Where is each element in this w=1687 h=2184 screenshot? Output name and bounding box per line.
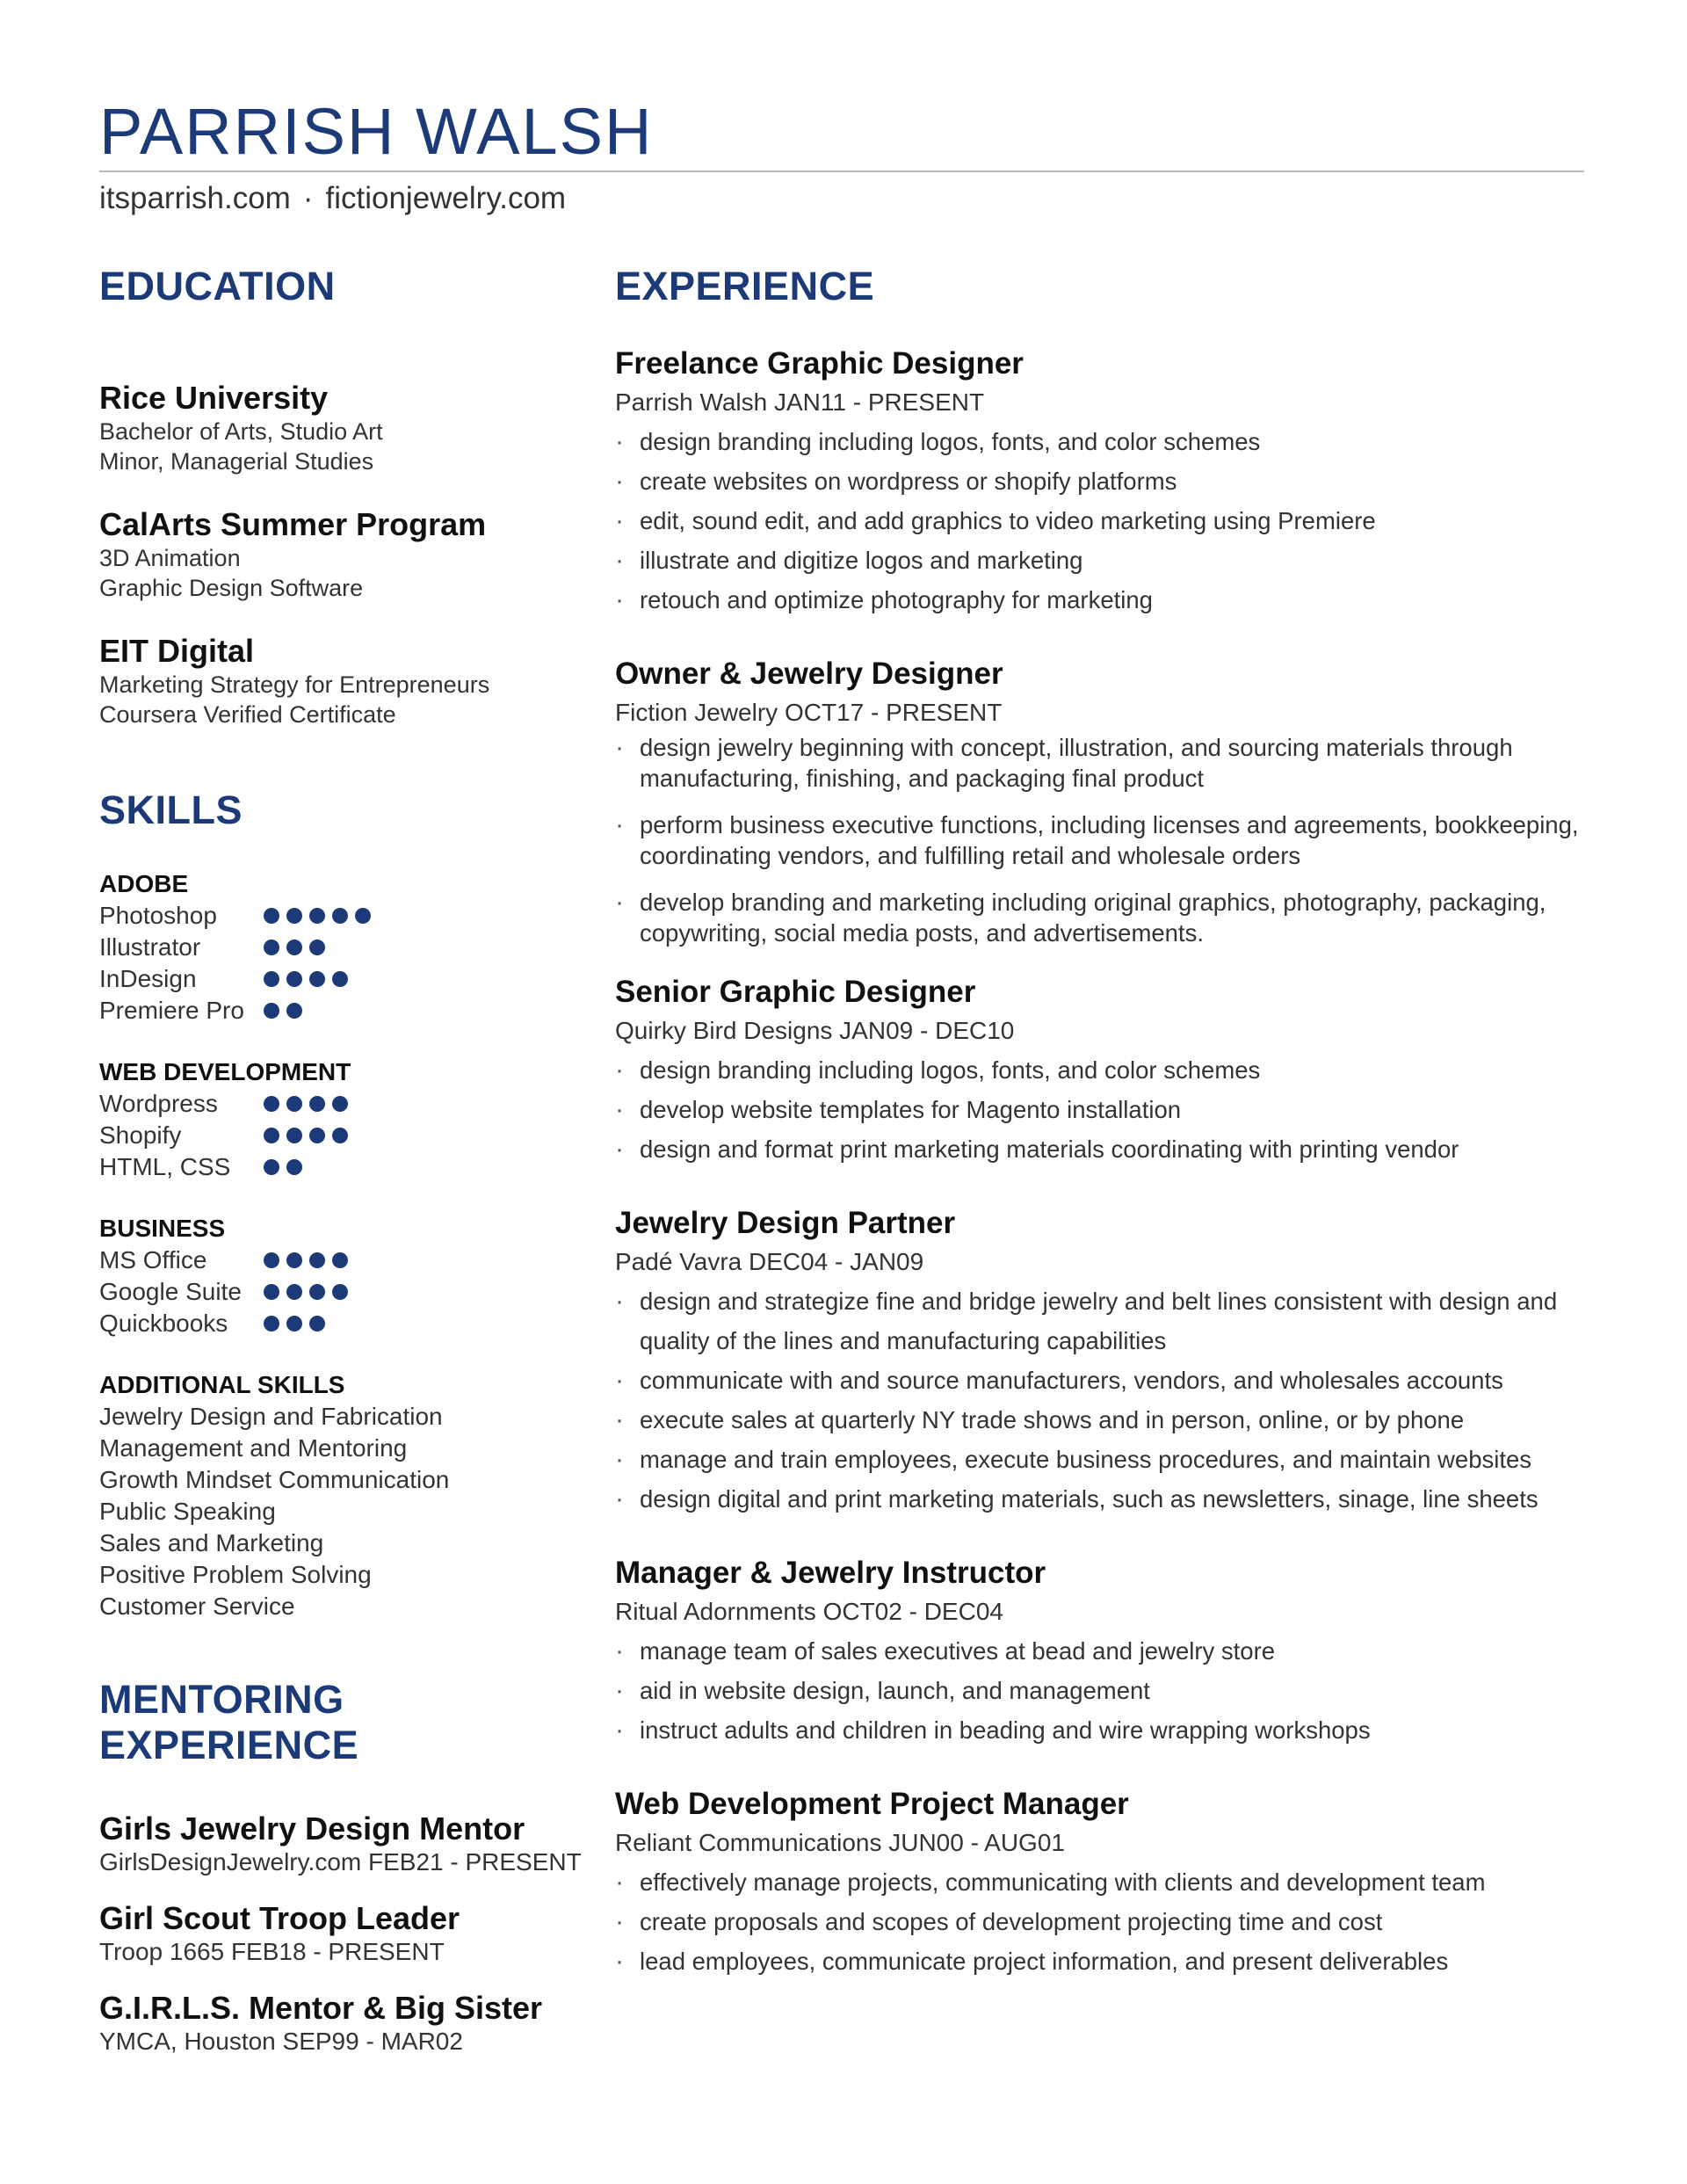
job-company-dates: Ritual Adornments OCT02 - DEC04 <box>615 1598 1003 1625</box>
job-entry <box>615 655 1590 948</box>
skill-label: Photoshop <box>99 902 217 929</box>
skill-row <box>99 1308 591 1339</box>
rating-dot <box>286 971 302 987</box>
rating-dot <box>286 908 302 924</box>
mentor-entry <box>99 1990 591 2057</box>
job-bullets <box>615 1631 1590 1750</box>
rating-dot <box>264 1128 279 1143</box>
rating-dot <box>264 940 279 955</box>
skill-row <box>99 1120 591 1151</box>
job-entry <box>615 1785 1590 1981</box>
job-company-dates: Reliant Communications JUN00 - AUG01 <box>615 1829 1065 1856</box>
skill-rating <box>264 908 371 924</box>
skills-title: SKILLS <box>99 787 243 832</box>
experience-title: EXPERIENCE <box>615 264 875 308</box>
school-name: EIT Digital <box>99 633 255 669</box>
rating-dot <box>309 1316 325 1331</box>
job-bullet: · perform business executive functions, including licenses and agreements, bookkeeping, coordinating vendors, and fulfilling retail and wholesale orders <box>615 809 1590 871</box>
rating-dot <box>309 908 325 924</box>
education-detail: Graphic Design Software <box>99 575 364 601</box>
job-bullet: · edit, sound edit, and add graphics to video marketing using Premiere <box>615 501 1590 541</box>
rating-dot <box>264 1096 279 1112</box>
skill-row <box>99 1151 591 1183</box>
rating-dot <box>332 908 348 924</box>
education-detail: Marketing Strategy for Entrepreneurs <box>99 671 490 698</box>
site-link-personal[interactable]: itsparrish.com <box>99 181 291 215</box>
job-title: Web Development Project Manager <box>615 1787 1129 1821</box>
job-bullet: · create websites on wordpress or shopify platforms <box>615 461 1590 501</box>
education-entry <box>99 380 591 476</box>
rating-dot <box>355 908 371 924</box>
rating-dot <box>286 1128 302 1143</box>
education-entry <box>99 506 591 603</box>
skill-rating <box>264 1316 325 1331</box>
skill-row <box>99 1088 591 1120</box>
additional-skill: Growth Mindset Communication <box>99 1466 450 1493</box>
school-name: Rice University <box>99 380 329 416</box>
skill-label: Quickbooks <box>99 1310 228 1337</box>
rating-dot <box>332 971 348 987</box>
skill-row <box>99 963 591 995</box>
skill-rating <box>264 1284 348 1300</box>
job-bullet: · effectively manage projects, communicating with clients and development team <box>615 1862 1590 1902</box>
skill-rating <box>264 1159 302 1175</box>
skill-group-heading: WEB DEVELOPMENT <box>99 1058 351 1085</box>
skill-group-heading: ADOBE <box>99 870 189 897</box>
mentor-detail: GirlsDesignJewelry.com FEB21 - PRESENT <box>99 1848 582 1876</box>
mentor-detail: YMCA, Houston SEP99 - MAR02 <box>99 2028 463 2055</box>
job-company-dates: Fiction Jewelry OCT17 - PRESENT <box>615 699 1003 726</box>
mentor-entry <box>99 1810 591 1877</box>
skill-label: Illustrator <box>99 933 201 961</box>
job-bullet: · design digital and print marketing materials, such as newsletters, sinage, line sheets <box>615 1479 1590 1519</box>
job-bullet: · illustrate and digitize logos and marketing <box>615 541 1590 580</box>
additional-skill: Public Speaking <box>99 1498 276 1525</box>
skill-row <box>99 1244 591 1276</box>
job-bullet: · execute sales at quarterly NY trade shows and in person, online, or by phone <box>615 1400 1590 1440</box>
rating-dot <box>264 1316 279 1331</box>
skill-group-business <box>99 1213 591 1339</box>
rating-dot <box>309 1252 325 1268</box>
skill-row <box>99 900 591 932</box>
right-column <box>615 264 1590 1981</box>
skill-row <box>99 932 591 963</box>
job-title: Senior Graphic Designer <box>615 975 976 1009</box>
rating-dot <box>264 1003 279 1019</box>
skill-row <box>99 995 591 1027</box>
rating-dot <box>264 1252 279 1268</box>
skill-rating <box>264 1096 348 1112</box>
skill-rating <box>264 1252 348 1268</box>
skill-group-web-development <box>99 1056 591 1183</box>
header-divider <box>99 171 1584 172</box>
resume-name: PARRISH WALSH <box>99 95 654 168</box>
skill-rating <box>264 971 348 987</box>
job-bullet: · lead employees, communicate project information, and present deliverables <box>615 1941 1590 1981</box>
rating-dot <box>309 1128 325 1143</box>
job-bullet: · design branding including logos, fonts, and color schemes <box>615 1050 1590 1090</box>
education-section <box>99 264 591 729</box>
skill-label: InDesign <box>99 965 197 992</box>
rating-dot <box>286 940 302 955</box>
job-entry <box>615 1554 1590 1750</box>
rating-dot <box>264 1159 279 1175</box>
skill-label: Google Suite <box>99 1278 242 1305</box>
job-company-dates: Parrish Walsh JAN11 - PRESENT <box>615 388 985 416</box>
rating-dot <box>309 971 325 987</box>
rating-dot <box>332 1128 348 1143</box>
education-detail: Minor, Managerial Studies <box>99 448 374 475</box>
job-company-dates: Padé Vavra DEC04 - JAN09 <box>615 1248 924 1275</box>
job-title: Manager & Jewelry Instructor <box>615 1556 1046 1590</box>
left-column <box>99 264 591 2057</box>
job-company-dates: Quirky Bird Designs JAN09 - DEC10 <box>615 1017 1015 1044</box>
job-title: Jewelry Design Partner <box>615 1206 956 1240</box>
additional-skill: Jewelry Design and Fabrication <box>99 1403 443 1430</box>
resume-header <box>99 95 1584 215</box>
site-separator: · <box>302 181 314 215</box>
mentor-entry <box>99 1900 591 1967</box>
skill-label: MS Office <box>99 1246 207 1273</box>
job-bullet: · design and format print marketing materials coordinating with printing vendor <box>615 1129 1590 1169</box>
job-entry <box>615 973 1590 1169</box>
rating-dot <box>286 1003 302 1019</box>
rating-dot <box>309 1096 325 1112</box>
job-bullet: · manage team of sales executives at bead and jewelry store <box>615 1631 1590 1671</box>
job-bullets <box>615 1050 1590 1169</box>
rating-dot <box>332 1096 348 1112</box>
skills-section <box>99 787 591 1622</box>
skill-group-adobe <box>99 868 591 1027</box>
job-bullet: · design and strategize fine and bridge jewelry and belt lines consistent with design and quality of the lines and manufacturing capabilities <box>615 1281 1590 1360</box>
job-bullet: · create proposals and scopes of development projecting time and cost <box>615 1902 1590 1941</box>
mentoring-section <box>99 1677 591 2057</box>
rating-dot <box>264 1284 279 1300</box>
education-detail: 3D Animation <box>99 545 241 571</box>
skill-label: Wordpress <box>99 1090 218 1117</box>
job-bullet: · design branding including logos, fonts, and color schemes <box>615 422 1590 461</box>
job-bullets <box>615 422 1590 620</box>
rating-dot <box>309 1284 325 1300</box>
rating-dot <box>286 1252 302 1268</box>
skill-rating <box>264 940 325 955</box>
skill-group-additional <box>99 1369 591 1622</box>
rating-dot <box>286 1159 302 1175</box>
mentor-detail: Troop 1665 FEB18 - PRESENT <box>99 1938 445 1965</box>
job-entry <box>615 345 1590 620</box>
job-bullet: · instruct adults and children in beading and wire wrapping workshops <box>615 1710 1590 1750</box>
job-bullets <box>615 732 1590 948</box>
education-title: EDUCATION <box>99 264 336 308</box>
additional-skill: Management and Mentoring <box>99 1434 408 1462</box>
rating-dot <box>264 908 279 924</box>
job-bullet: · design jewelry beginning with concept, illustration, and sourcing materials through manufacturing, finishing, and packaging final product <box>615 732 1590 794</box>
mentoring-title: MENTORING EXPERIENCE <box>99 1677 359 1767</box>
education-detail: Coursera Verified Certificate <box>99 701 396 728</box>
skill-label: Premiere Pro <box>99 997 244 1024</box>
job-bullet: · communicate with and source manufacturers, vendors, and wholesales accounts <box>615 1360 1590 1400</box>
job-title: Owner & Jewelry Designer <box>615 657 1003 691</box>
rating-dot <box>286 1284 302 1300</box>
job-bullet: · retouch and optimize photography for marketing <box>615 580 1590 620</box>
additional-skill: Customer Service <box>99 1593 295 1620</box>
rating-dot <box>332 1284 348 1300</box>
mentor-role: Girl Scout Troop Leader <box>99 1900 460 1936</box>
website-links <box>99 181 566 216</box>
skill-group-heading: ADDITIONAL SKILLS <box>99 1371 345 1398</box>
site-link-jewelry[interactable]: fictionjewelry.com <box>325 181 567 215</box>
additional-skill: Sales and Marketing <box>99 1529 324 1556</box>
rating-dot <box>332 1252 348 1268</box>
job-title: Freelance Graphic Designer <box>615 346 1024 381</box>
rating-dot <box>309 940 325 955</box>
additional-skill: Positive Problem Solving <box>99 1561 372 1588</box>
school-name: CalArts Summer Program <box>99 506 487 542</box>
job-bullet: · develop website templates for Magento installation <box>615 1090 1590 1129</box>
rating-dot <box>286 1096 302 1112</box>
rating-dot <box>264 971 279 987</box>
education-entry <box>99 633 591 729</box>
job-bullets <box>615 1862 1590 1981</box>
job-bullet: · aid in website design, launch, and management <box>615 1671 1590 1710</box>
skill-label: HTML, CSS <box>99 1153 231 1180</box>
job-bullet: · manage and train employees, execute business procedures, and maintain websites <box>615 1440 1590 1479</box>
job-bullet: · develop branding and marketing including original graphics, photography, packaging, copywriting, social media posts, and advertisements. <box>615 887 1590 948</box>
education-detail: Bachelor of Arts, Studio Art <box>99 418 383 445</box>
skill-rating <box>264 1003 302 1019</box>
skill-group-heading: BUSINESS <box>99 1215 226 1242</box>
job-entry <box>615 1204 1590 1519</box>
skill-rating <box>264 1128 348 1143</box>
mentor-role: G.I.R.L.S. Mentor & Big Sister <box>99 1990 543 2026</box>
job-bullets <box>615 1281 1590 1519</box>
skill-row <box>99 1276 591 1308</box>
rating-dot <box>286 1316 302 1331</box>
skill-label: Shopify <box>99 1121 182 1149</box>
mentor-role: Girls Jewelry Design Mentor <box>99 1810 525 1847</box>
